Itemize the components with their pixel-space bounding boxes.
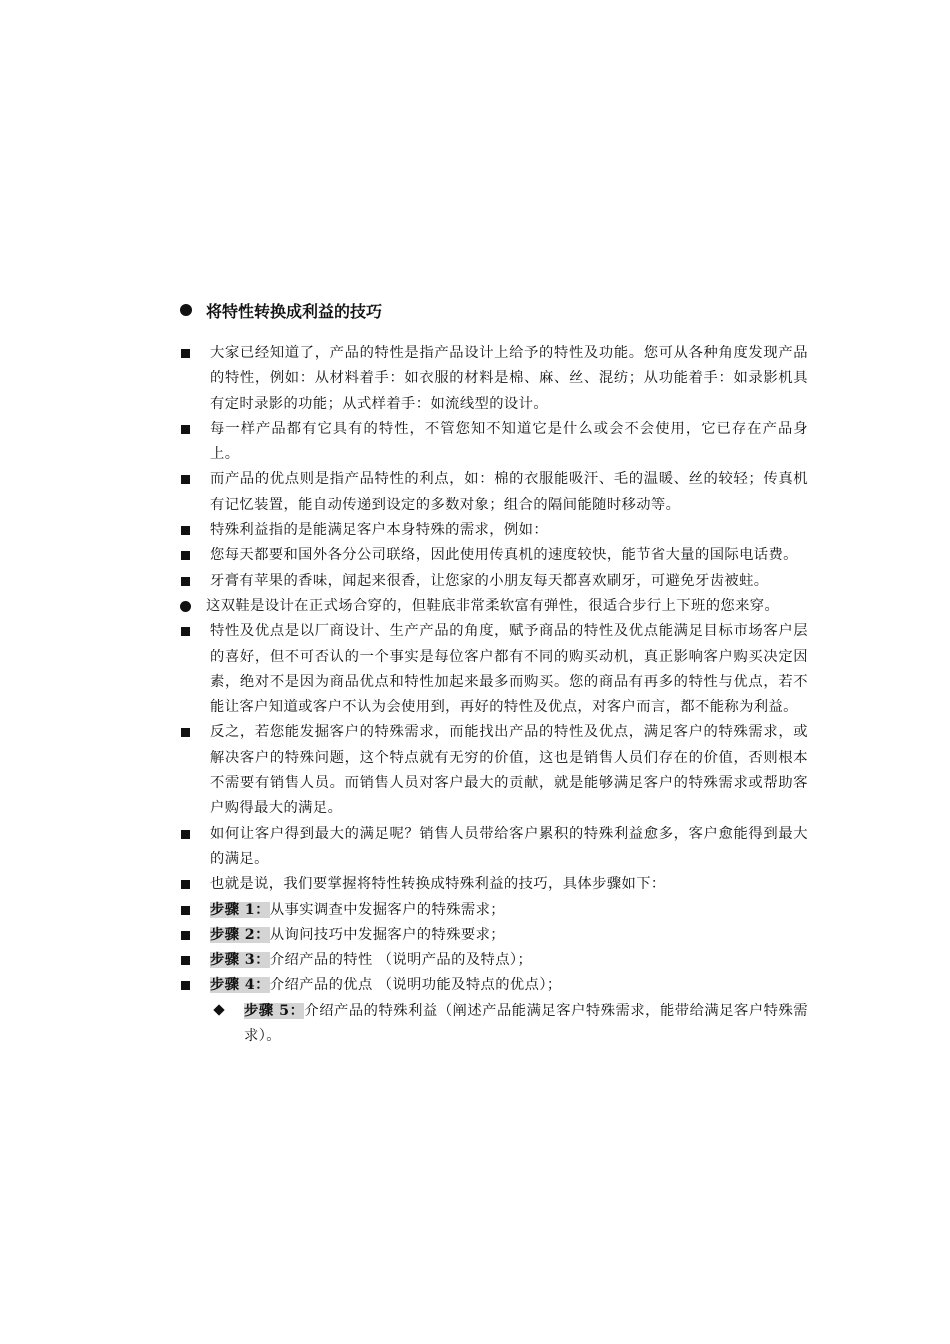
list-item-text: 您每天都要和国外各分公司联络，因此使用传真机的速度较快，能节省大量的国际电话费。 (210, 547, 798, 564)
step-text: 从事实调查中发掘客户的特殊需求； (269, 901, 505, 918)
step-item (178, 973, 808, 998)
square-bullet-icon (180, 417, 200, 442)
square-bullet-icon (180, 569, 200, 594)
circle-bullet-icon (180, 594, 200, 619)
list-item-text: 也就是说，我们要掌握将特性转换成特殊利益的技巧，具体步骤如下： (210, 876, 666, 893)
square-bullet-icon (180, 898, 200, 923)
section-heading (178, 296, 818, 324)
step-label: 步骤 1： (210, 901, 270, 918)
list-item-text: 而产品的优点则是指产品特性的利点，如：棉的衣服能吸汗、毛的温暖、丝的较轻；传真机有记忆装置，能自动传递到设定的多数对象；组合的隔间能随时移动等。 (210, 471, 808, 513)
list-item (178, 467, 808, 518)
square-bullet-icon (180, 619, 200, 644)
step-label: 步骤 4： (210, 977, 270, 994)
content-body (178, 341, 808, 1049)
step-text: 介绍产品的特殊利益（阐述产品能满足客户特殊需求，能带给满足客户特殊需求）。 (244, 1002, 808, 1045)
list-item-text: 特殊利益指的是能满足客户本身特殊的需求，例如： (210, 522, 549, 539)
list-item (178, 822, 808, 873)
section-title: 将特性转换成利益的技巧 (206, 301, 383, 321)
list-item-text: 这双鞋是设计在正式场合穿的，但鞋底非常柔软富有弹性，很适合步行上下班的您来穿。 (206, 597, 780, 614)
list-item (178, 872, 808, 897)
square-bullet-icon (180, 822, 200, 847)
sub-step-item (178, 999, 808, 1050)
list-item (178, 619, 808, 720)
step-label: 步骤 5： (244, 1002, 305, 1019)
square-bullet-icon (180, 518, 200, 543)
list-item-text: 大家已经知道了，产品的特性是指产品设计上给予的特性及功能。您可从各种角度发现产品的特性，例如：从材料着手：如衣服的材料是棉、麻、丝、混纺；从功能着手：如录影机具有定时录影的功能；从式样着手：如流线型的设计。 (210, 345, 808, 412)
square-bullet-icon (180, 973, 200, 998)
list-item-text: 如何让客户得到最大的满足呢？销售人员带给客户累积的特殊利益愈多，客户愈能得到最大的满足。 (210, 825, 808, 867)
list-item (178, 569, 808, 594)
list-item (178, 720, 808, 821)
square-bullet-icon (180, 923, 200, 948)
list-item (178, 518, 808, 543)
list-item-text: 牙膏有苹果的香味，闻起来很香，让您家的小朋友每天都喜欢刷牙，可避免牙齿被蛀。 (210, 572, 769, 589)
step-item (178, 948, 808, 973)
step-label: 步骤 2： (210, 926, 270, 943)
list-item (178, 543, 808, 568)
list-item-text: 每一样产品都有它具有的特性，不管您知不知道它是什么或会不会使用，它已存在产品身上。 (210, 420, 808, 463)
diamond-bullet-icon (212, 999, 232, 1024)
list-item-text: 反之，若您能发掘客户的特殊需求，而能找出产品的特性及优点，满足客户的特殊需求，或解决客户的特殊问题，这个特点就有无穷的价值，这也是销售人员们存在的价值，否则根本不需要有销售人员。而销售人员对客户最大的贡献，就是能够满足客户的特殊需求或帮助客户购得最大的满足。 (210, 724, 808, 817)
square-bullet-icon (180, 543, 200, 568)
square-bullet-icon (180, 872, 200, 897)
list-item (178, 417, 808, 468)
step-text: 介绍产品的特性 （说明产品的及特点）； (269, 952, 533, 969)
step-label: 步骤 3： (210, 952, 270, 969)
step-item (178, 898, 808, 923)
square-bullet-icon (180, 948, 200, 973)
list-item (178, 341, 808, 417)
list-item (178, 594, 808, 619)
square-bullet-icon (180, 720, 200, 745)
square-bullet-icon (180, 467, 200, 492)
filled-circle-bullet-icon (180, 304, 192, 316)
step-text: 从询问技巧中发掘客户的特殊要求； (269, 926, 505, 943)
square-bullet-icon (180, 341, 200, 366)
step-item (178, 923, 808, 948)
step-text: 介绍产品的优点 （说明功能及特点的优点）； (269, 977, 562, 994)
list-item-text: 特性及优点是以厂商设计、生产产品的角度，赋予商品的特性及优点能满足目标市场客户层的喜好，但不可否认的一个事实是每位客户都有不同的购买动机，真正影响客户购买决定因素，绝对不是因为商品优点和特性加起来最多而购买。您的商品有再多的特性与优点，若不能让客户知道或客户不认为会使用到，再好的特性及优点，对客户而言，都不能称为利益。 (210, 623, 808, 716)
